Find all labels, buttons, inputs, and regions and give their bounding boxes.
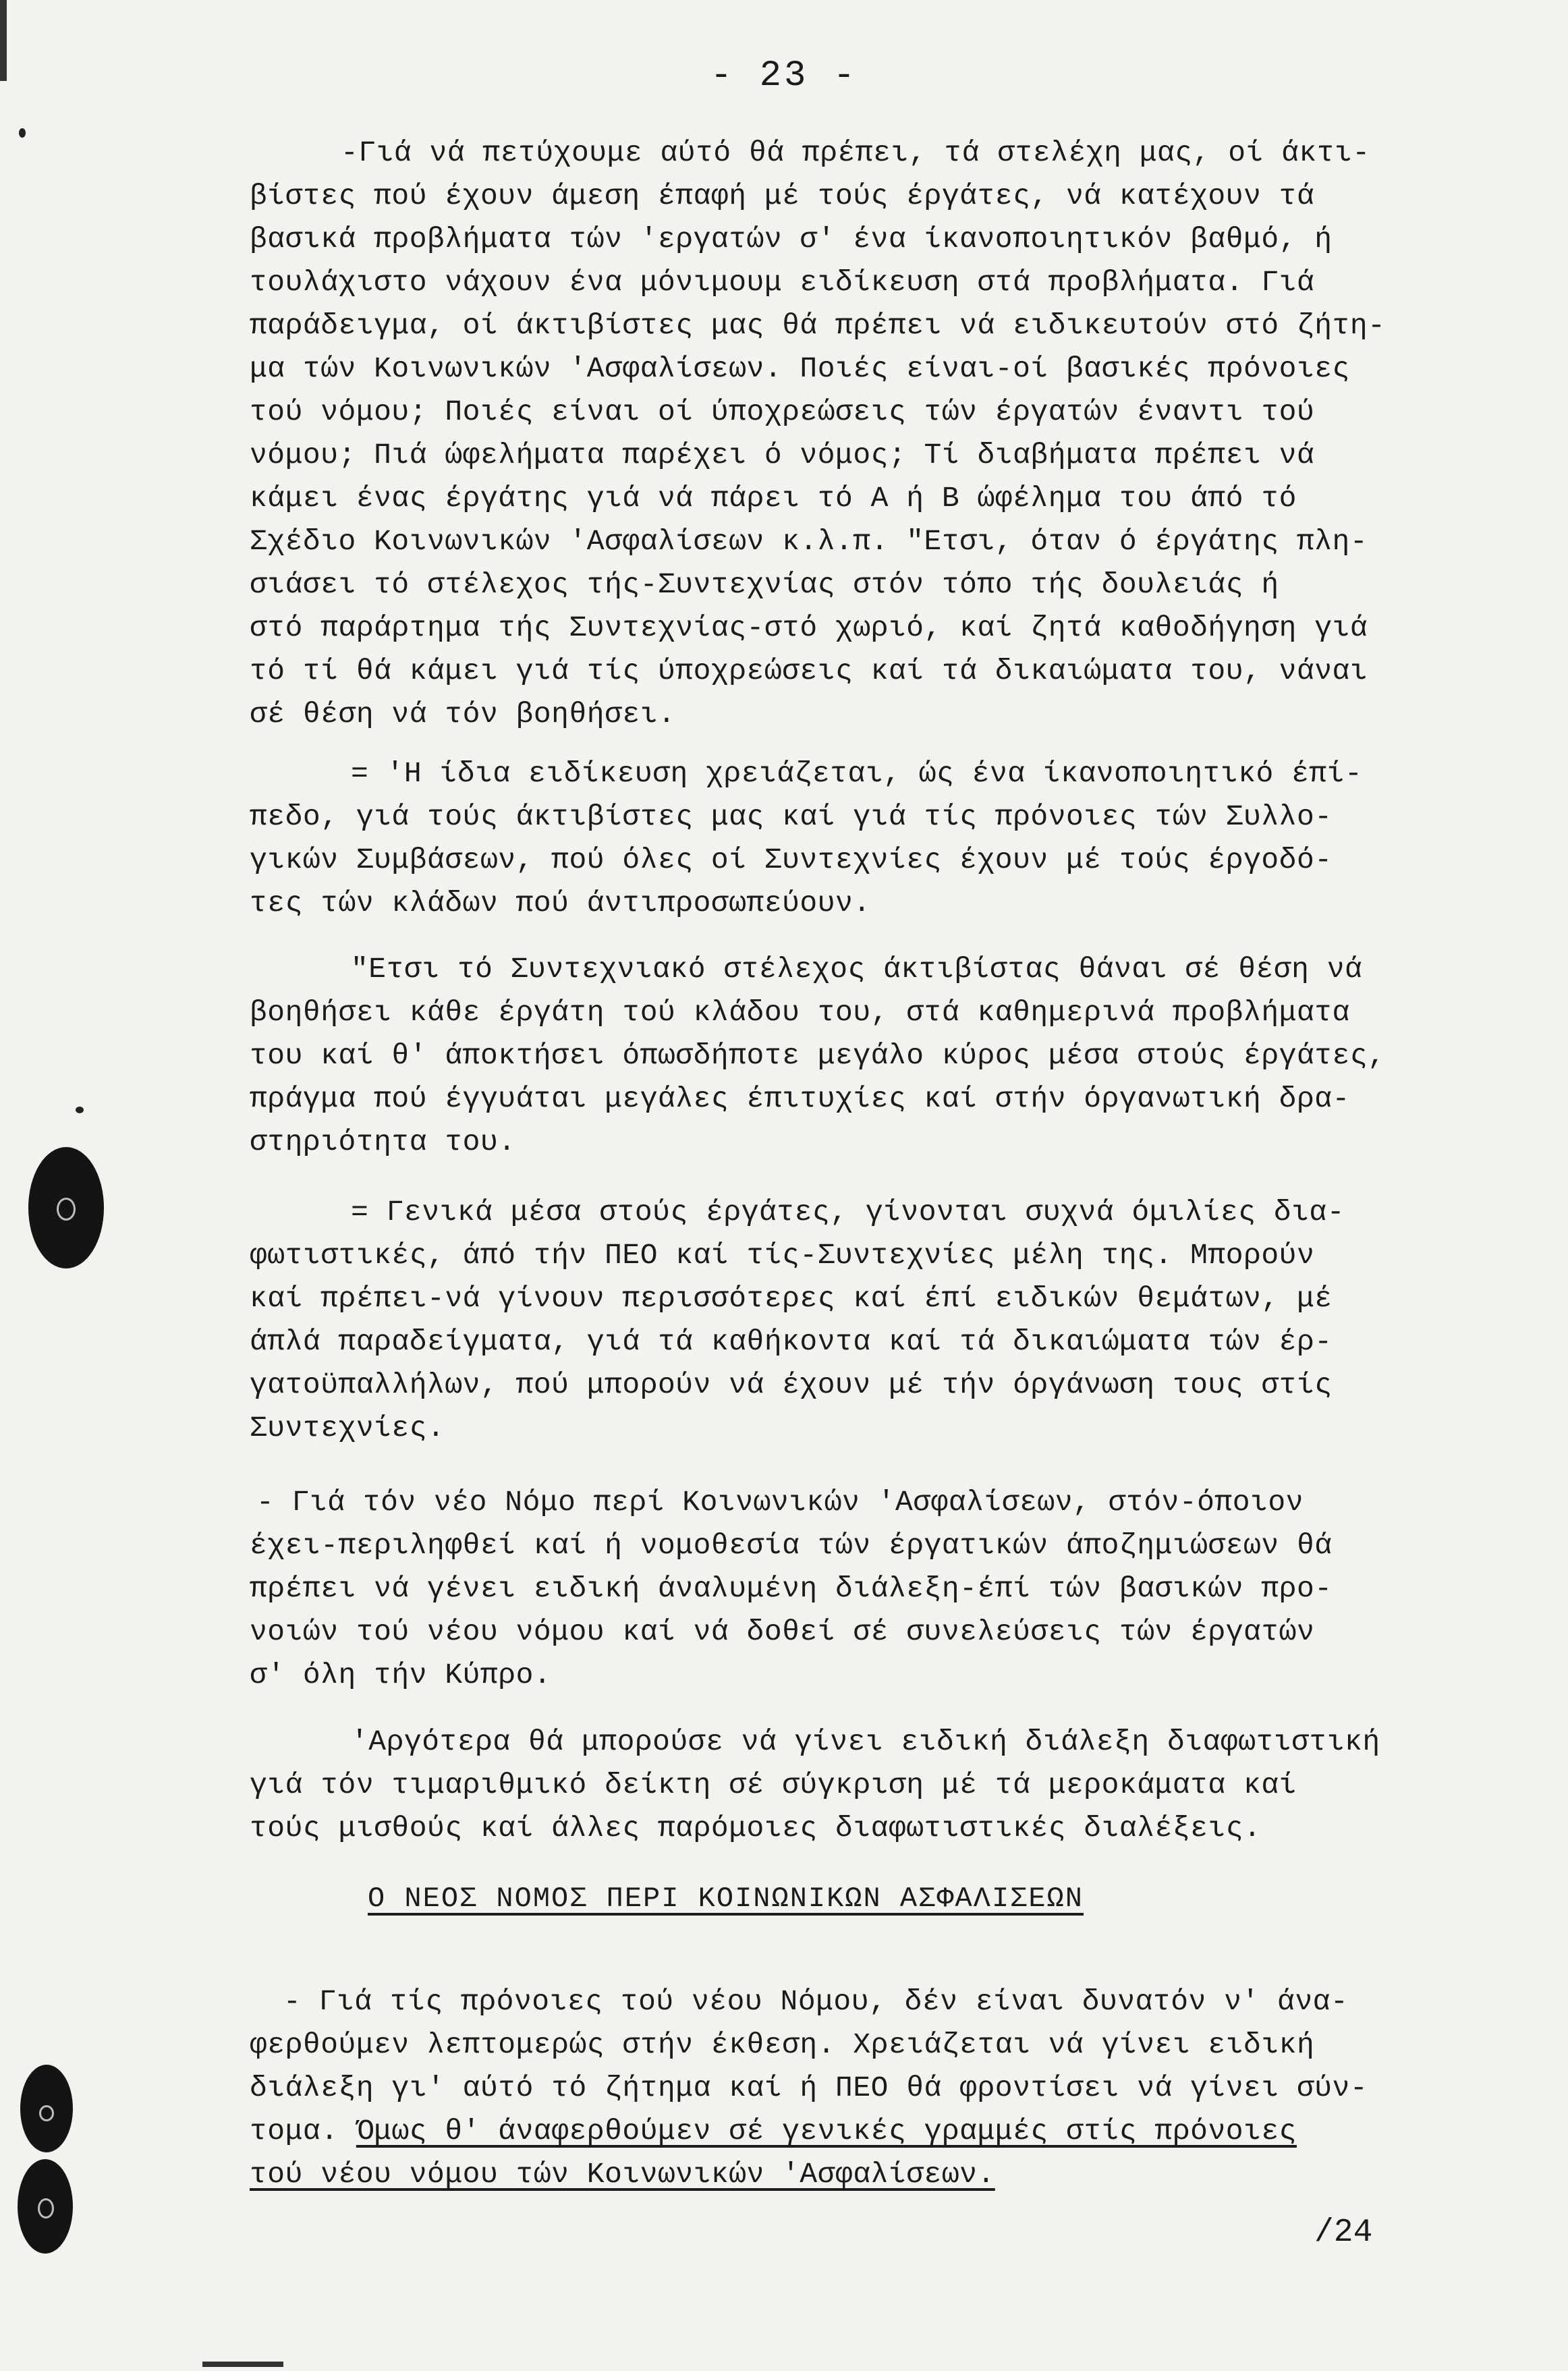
- text-line: Σχέδιο Κοινωνικών 'Ασφαλίσεων κ.λ.π. "Ετσι, όταν ό έργάτης πλη-: [250, 525, 1368, 558]
- text-line: τούς μισθούς καί άλλες παρόμοιες διαφωτιστικές διαλέξεις.: [250, 1812, 1262, 1845]
- text-line: πρέπει νά γένει ειδική άναλυμένη διάλεξη-έπί τών βασικών προ-: [250, 1572, 1333, 1605]
- text-line: έχει-περιληφθεί καί ή νομοθεσία τών έργατικών άποζημιώσεων θά: [250, 1529, 1333, 1562]
- text-line: φερθούμεν λεπτομερώς στήν έκθεση. Χρειάζεται νά γίνει ειδική: [250, 2028, 1315, 2061]
- punch-hole-bottom-b-ring: [38, 2198, 54, 2219]
- text-line: σ' όλη τήν Κύπρο.: [250, 1658, 552, 1692]
- underlined-text: Όμως θ' άναφερθούμεν σέ γενικές γραμμές στίς πρόνοιες: [356, 2115, 1297, 2148]
- text-line: κάμει ένας έργάτης γιά νά πάρει τό Α ή Β ώφέλημα του άπό τό: [250, 482, 1297, 515]
- text-line: = Γενικά μέσα στούς έργάτες, γίνονται συχνά όμιλίες δια-: [351, 1196, 1345, 1229]
- scan-speck: [19, 128, 26, 138]
- text-line: τουλάχιστο νάχουν ένα μόνιμουμ ειδίκευση στά προβλήματα. Γιά: [250, 266, 1315, 299]
- text-line: παράδειγμα, οί άκτιβίστες μας θά πρέπει νά ειδικευτούν στό ζήτη-: [250, 309, 1386, 342]
- text-line: [250, 2117, 1297, 2146]
- text-line: - Γιά τίς πρόνοιες τού νέου Νόμου, δέν είναι δυνατόν ν' άνα-: [283, 1985, 1349, 2018]
- text-line: του καί θ' άποκτήσει όπωσδήποτε μεγάλο κύρος μέσα στούς έργάτες,: [250, 1039, 1386, 1072]
- bottom-edge-mark: [202, 2362, 283, 2367]
- text-line: στηριότητα του.: [250, 1125, 516, 1159]
- underlined-text-line: τού νέου νόμου τών Κοινωνικών 'Ασφαλίσεων.: [250, 2158, 995, 2191]
- text-line: -Γιά νά πετύχουμε αύτό θά πρέπει, τά στελέχη μας, οί άκτι-: [341, 136, 1370, 169]
- page-number: - 23 -: [710, 55, 858, 96]
- section-heading: Ο ΝΕΟΣ ΝΟΜΟΣ ΠΕΡΙ ΚΟΙΝΩΝΙΚΩΝ ΑΣΦΑΛΙΣΕΩΝ: [368, 1882, 1084, 1915]
- punch-hole-top-ring: [57, 1198, 76, 1221]
- text-line: τού νόμου; Ποιές είναι οί ύποχρεώσεις τών έργατών έναντι τού: [250, 395, 1315, 428]
- text-line: - Γιά τόν νέο Νόμο περί Κοινωνικών 'Ασφαλίσεων, στόν-όποιον: [256, 1486, 1304, 1519]
- punch-hole-bottom-a-ring: [39, 2105, 54, 2121]
- text-line: πράγμα πού έγγυάται μεγάλες έπιτυχίες καί στήν όργανωτική δρα-: [250, 1082, 1350, 1115]
- text-line: φωτιστικές, άπό τήν ΠΕΟ καί τίς-Συντεχνίες μέλη της. Μπορούν: [250, 1239, 1315, 1272]
- text-line: γικών Συμβάσεων, πού όλες οί Συντεχνίες έχουν μέ τούς έργοδό-: [250, 843, 1333, 876]
- text-line: = 'Η ίδια ειδίκευση χρειάζεται, ώς ένα ίκανοποιητικό έπί-: [351, 757, 1363, 790]
- text-line: τες τών κλάδων πού άντιπροσωπεύουν.: [250, 887, 871, 920]
- text-line: σέ θέση νά τόν βοηθήσει.: [250, 698, 676, 731]
- text-line: νόμου; Πιά ώφελήματα παρέχει ό νόμος; Τί διαβήματα πρέπει νά: [250, 439, 1315, 472]
- text-line: βίστες πού έχουν άμεση έπαφή μέ τούς έργάτες, νά κατέχουν τά: [250, 179, 1315, 213]
- text-line: 'Αργότερα θά μπορούσε νά γίνει ειδική διάλεξη διαφωτιστική: [351, 1725, 1380, 1758]
- text-line: διάλεξη γι' αύτό τό ζήτημα καί ή ΠΕΟ θά φροντίσει νά γίνει σύν-: [250, 2071, 1368, 2104]
- text-line: στό παράρτημα τής Συντεχνίας-στό χωριό, καί ζητά καθοδήγηση γιά: [250, 611, 1368, 644]
- text-line: μα τών Κοινωνικών 'Ασφαλίσεων. Ποιές είναι-οί βασικές πρόνοιες: [250, 352, 1350, 385]
- text-line: γατοϋπαλλήλων, πού μπορούν νά έχουν μέ τήν όργάνωση τους στίς: [250, 1368, 1333, 1401]
- text-line: καί πρέπει-νά γίνουν περισσότερες καί έπί ειδικών θεμάτων, μέ: [250, 1282, 1333, 1315]
- text-line: πεδο, γιά τούς άκτιβίστες μας καί γιά τίς πρόνοιες τών Συλλο-: [250, 800, 1333, 833]
- text-line: βασικά προβλήματα τών 'εργατών σ' ένα ίκανοποιητικόν βαθμό, ή: [250, 223, 1333, 256]
- text-line: βοηθήσει κάθε έργάτη τού κλάδου του, στά καθημερινά προβλήματα: [250, 996, 1350, 1029]
- text-line: "Ετσι τό Συντεχνιακό στέλεχος άκτιβίστας θάναι σέ θέση νά: [351, 953, 1363, 986]
- text-line: τό τί θά κάμει γιά τίς ύποχρεώσεις καί τά δικαιώματα του, νάναι: [250, 654, 1368, 688]
- text-line: γιά τόν τιμαριθμικό δείκτη σέ σύγκριση μέ τά μεροκάματα καί: [250, 1768, 1297, 1802]
- text-fragment: τομα.: [250, 2115, 339, 2148]
- next-page-marker: /24: [1314, 2214, 1373, 2251]
- text-line: άπλά παραδείγματα, γιά τά καθήκοντα καί τά δικαιώματα τών έρ-: [250, 1325, 1333, 1358]
- scan-speck: [76, 1107, 84, 1113]
- text-line: σιάσει τό στέλεχος τής-Συντεχνίας στόν τόπο τής δουλειάς ή: [250, 568, 1279, 601]
- text-line: νοιών τού νέου νόμου καί νά δοθεί σέ συνελεύσεις τών έργατών: [250, 1615, 1315, 1648]
- text-line: Συντεχνίες.: [250, 1412, 445, 1445]
